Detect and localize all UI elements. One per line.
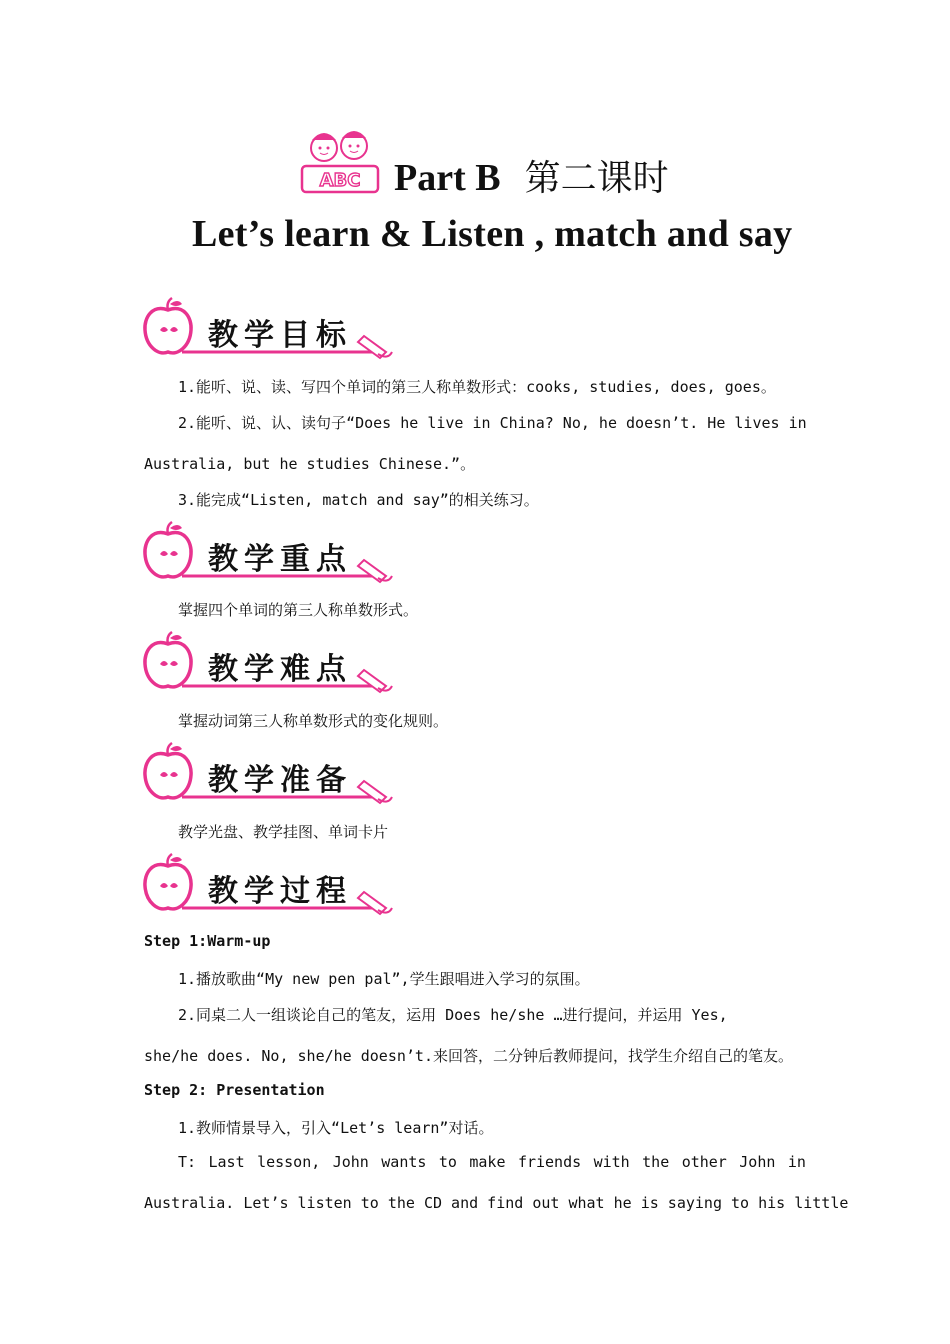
section-banner-process bbox=[142, 852, 402, 918]
step1-heading: Step 1:Warm-up bbox=[144, 932, 271, 950]
step2-line-2-word: in bbox=[787, 1153, 806, 1171]
preparation-text: 教学光盘、教学挂图、单词卡片 bbox=[178, 823, 389, 841]
section-banner-objectives bbox=[142, 296, 402, 362]
part-label: Part B bbox=[394, 157, 501, 199]
step1-line-1: 1.播放歌曲“My new pen pal”,学生跟唱进入学习的氛围。 bbox=[178, 970, 590, 988]
section-title: 教学重点 bbox=[208, 542, 352, 577]
step1-line-2: 2.同桌二人一组谈论自己的笔友，运用 Does he/she …进行提问，并运用 Yes, bbox=[178, 1006, 728, 1024]
step2-line-2-word: John bbox=[332, 1153, 369, 1171]
difficulties-text: 掌握动词第三人称单数形式的变化规则。 bbox=[178, 712, 449, 730]
objective-line-1: 1.能听、说、读、写四个单词的第三人称单数形式：cooks, studies, does, goes。 bbox=[178, 378, 776, 396]
section-title: 教学过程 bbox=[208, 874, 352, 909]
step2-line-2-word: lesson, bbox=[257, 1153, 321, 1171]
step2-line-2-word: John bbox=[739, 1153, 776, 1171]
section-title: 教学准备 bbox=[208, 763, 352, 798]
step2-line-2-word: T: bbox=[178, 1153, 197, 1171]
section-banner-key-points bbox=[142, 520, 402, 586]
step2-line-2-word: friends bbox=[517, 1153, 582, 1171]
logo-text: ABC bbox=[319, 170, 361, 191]
step2-line-2-word: the bbox=[642, 1153, 670, 1171]
objective-line-2: 2.能听、说、认、读句子“Does he live in China? No, he doesn’t. He lives in bbox=[178, 414, 807, 432]
section-title: 教学目标 bbox=[208, 318, 352, 353]
step2-line-2-word: to bbox=[438, 1153, 457, 1171]
step1-line-3: she/he does. No, she/he doesn’t.来回答，二分钟后教师提问，找学生介绍自己的笔友。 bbox=[144, 1047, 793, 1065]
step2-line-2-word: wants bbox=[381, 1153, 427, 1171]
step2-line-3: Australia. Let’s listen to the CD and find out what he is saying to his little bbox=[144, 1194, 849, 1212]
page-title bbox=[394, 150, 669, 201]
step2-line-2-word: Last bbox=[208, 1153, 245, 1171]
page-subtitle: Let’s learn & Listen , match and say bbox=[192, 213, 793, 255]
objective-line-4: 3.能完成“Listen, match and say”的相关练习。 bbox=[178, 491, 539, 509]
section-banner-difficulties bbox=[142, 630, 402, 696]
objective-line-3: Australia, but he studies Chinese.”。 bbox=[144, 455, 476, 473]
step2-line-2-word: with bbox=[593, 1153, 630, 1171]
step2-line-2 bbox=[178, 1153, 806, 1171]
key-points-text: 掌握四个单词的第三人称单数形式。 bbox=[178, 601, 419, 619]
step2-line-1: 1.教师情景导入，引入“Let’s learn”对话。 bbox=[178, 1119, 494, 1137]
step2-line-2-word: other bbox=[681, 1153, 727, 1171]
abc-kids-logo bbox=[298, 124, 382, 196]
lesson-label: 第二课时 bbox=[524, 158, 669, 199]
section-title: 教学难点 bbox=[208, 652, 352, 687]
section-banner-preparation bbox=[142, 741, 402, 807]
step2-heading: Step 2: Presentation bbox=[144, 1081, 325, 1099]
step2-line-2-word: make bbox=[469, 1153, 506, 1171]
